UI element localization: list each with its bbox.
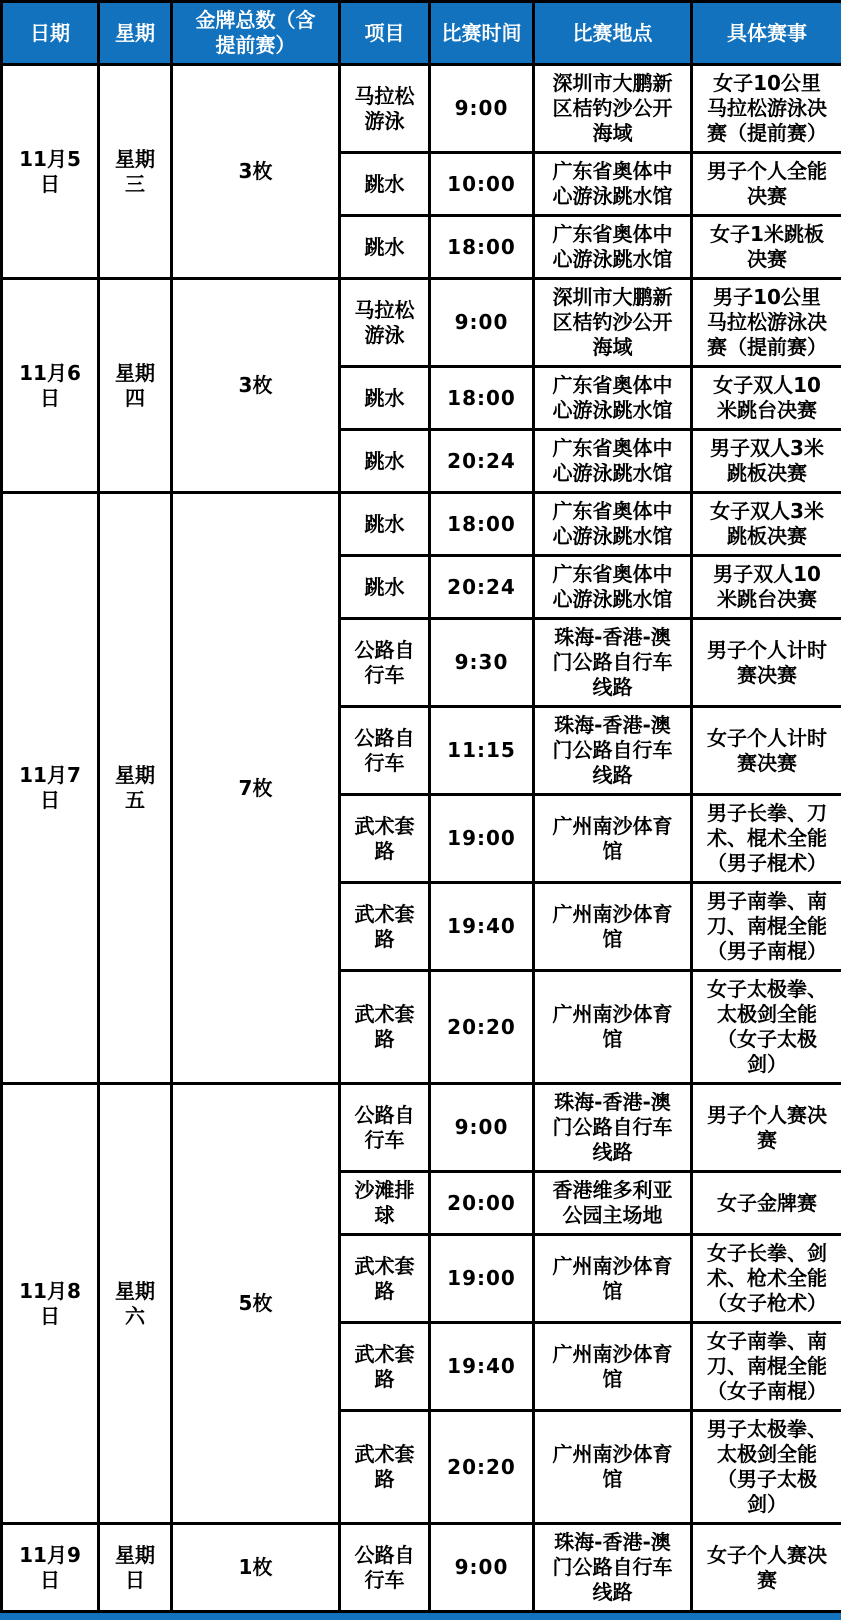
sport-cell: 公路自行车 <box>340 707 430 795</box>
venue-cell: 珠海-香港-澳门公路自行车线路 <box>534 707 692 795</box>
venue-cell: 广东省奥体中心游泳跳水馆 <box>534 367 692 430</box>
gold-total-cell: 3枚 <box>172 65 340 279</box>
time-cell: 18:00 <box>430 216 534 279</box>
header-cell-sport: 项目 <box>340 2 430 65</box>
venue-cell: 珠海-香港-澳门公路自行车线路 <box>534 1524 692 1612</box>
event-cell: 男子长拳、刀术、棍术全能（男子棍术） <box>692 795 841 883</box>
venue-cell: 深圳市大鹏新区桔钓沙公开海域 <box>534 65 692 153</box>
table-row <box>2 1524 841 1612</box>
schedule-table-body <box>2 65 841 1612</box>
time-cell: 9:00 <box>430 279 534 367</box>
sport-cell: 跳水 <box>340 430 430 493</box>
weekday-cell: 星期日 <box>99 1524 172 1612</box>
time-cell: 20:24 <box>430 556 534 619</box>
time-cell: 20:20 <box>430 1411 534 1524</box>
sport-cell: 跳水 <box>340 216 430 279</box>
venue-cell: 广州南沙体育馆 <box>534 1235 692 1323</box>
table-row <box>2 493 841 556</box>
event-cell: 女子太极拳、太极剑全能（女子太极剑） <box>692 971 841 1084</box>
gold-total-cell: 7枚 <box>172 493 340 1084</box>
event-cell: 女子长拳、剑术、枪术全能（女子枪术） <box>692 1235 841 1323</box>
time-cell: 20:00 <box>430 1172 534 1235</box>
time-cell: 18:00 <box>430 367 534 430</box>
venue-cell: 广州南沙体育馆 <box>534 1323 692 1411</box>
sport-cell: 公路自行车 <box>340 1084 430 1172</box>
date-cell: 11月8日 <box>2 1084 99 1524</box>
sport-cell: 跳水 <box>340 153 430 216</box>
venue-cell: 广东省奥体中心游泳跳水馆 <box>534 556 692 619</box>
time-cell: 19:00 <box>430 1235 534 1323</box>
time-cell: 19:40 <box>430 1323 534 1411</box>
gold-total-cell: 3枚 <box>172 279 340 493</box>
sport-cell: 跳水 <box>340 493 430 556</box>
event-cell: 女子个人计时赛决赛 <box>692 707 841 795</box>
date-cell: 11月5日 <box>2 65 99 279</box>
date-cell: 11月7日 <box>2 493 99 1084</box>
event-cell: 女子1米跳板决赛 <box>692 216 841 279</box>
sport-cell: 武术套路 <box>340 1411 430 1524</box>
venue-cell: 广东省奥体中心游泳跳水馆 <box>534 430 692 493</box>
time-cell: 11:15 <box>430 707 534 795</box>
time-cell: 9:00 <box>430 1524 534 1612</box>
sport-cell: 马拉松游泳 <box>340 279 430 367</box>
event-cell: 女子双人3米跳板决赛 <box>692 493 841 556</box>
header-cell-event: 具体赛事 <box>692 2 841 65</box>
sport-cell: 武术套路 <box>340 883 430 971</box>
event-cell: 男子双人10米跳台决赛 <box>692 556 841 619</box>
header-cell-gold-total: 金牌总数（含提前赛） <box>172 2 340 65</box>
table-row <box>2 1084 841 1172</box>
venue-cell: 广州南沙体育馆 <box>534 1411 692 1524</box>
venue-cell: 香港维多利亚公园主场地 <box>534 1172 692 1235</box>
header-cell-venue: 比赛地点 <box>534 2 692 65</box>
event-cell: 男子太极拳、太极剑全能（男子太极剑） <box>692 1411 841 1524</box>
next-page-table-edge-strip <box>0 1613 841 1620</box>
venue-cell: 广州南沙体育馆 <box>534 883 692 971</box>
event-cell: 女子金牌赛 <box>692 1172 841 1235</box>
event-cell: 女子南拳、南刀、南棍全能（女子南棍） <box>692 1323 841 1411</box>
venue-cell: 广州南沙体育馆 <box>534 971 692 1084</box>
sport-cell: 武术套路 <box>340 971 430 1084</box>
header-cell-time: 比赛时间 <box>430 2 534 65</box>
sport-cell: 马拉松游泳 <box>340 65 430 153</box>
sport-cell: 跳水 <box>340 556 430 619</box>
venue-cell: 广东省奥体中心游泳跳水馆 <box>534 493 692 556</box>
sport-cell: 跳水 <box>340 367 430 430</box>
header-row <box>2 2 841 65</box>
weekday-cell: 星期六 <box>99 1084 172 1524</box>
time-cell: 20:24 <box>430 430 534 493</box>
sport-cell: 公路自行车 <box>340 619 430 707</box>
sport-cell: 武术套路 <box>340 1323 430 1411</box>
time-cell: 20:20 <box>430 971 534 1084</box>
date-cell: 11月6日 <box>2 279 99 493</box>
gold-total-cell: 5枚 <box>172 1084 340 1524</box>
event-cell: 男子10公里马拉松游泳决赛（提前赛） <box>692 279 841 367</box>
weekday-cell: 星期三 <box>99 65 172 279</box>
event-cell: 男子个人计时赛决赛 <box>692 619 841 707</box>
event-cell: 女子双人10米跳台决赛 <box>692 367 841 430</box>
header-cell-weekday: 星期 <box>99 2 172 65</box>
header-cell-date: 日期 <box>2 2 99 65</box>
time-cell: 9:00 <box>430 1084 534 1172</box>
sport-cell: 沙滩排球 <box>340 1172 430 1235</box>
sport-cell: 武术套路 <box>340 1235 430 1323</box>
venue-cell: 广东省奥体中心游泳跳水馆 <box>534 153 692 216</box>
event-cell: 男子双人3米跳板决赛 <box>692 430 841 493</box>
sport-cell: 公路自行车 <box>340 1524 430 1612</box>
venue-cell: 广东省奥体中心游泳跳水馆 <box>534 216 692 279</box>
event-cell: 男子个人赛决赛 <box>692 1084 841 1172</box>
event-cell: 男子南拳、南刀、南棍全能（男子南棍） <box>692 883 841 971</box>
schedule-table-header <box>2 2 841 65</box>
event-cell: 女子10公里马拉松游泳决赛（提前赛） <box>692 65 841 153</box>
sport-cell: 武术套路 <box>340 795 430 883</box>
gold-total-cell: 1枚 <box>172 1524 340 1612</box>
venue-cell: 广州南沙体育馆 <box>534 795 692 883</box>
time-cell: 9:30 <box>430 619 534 707</box>
time-cell: 9:00 <box>430 65 534 153</box>
weekday-cell: 星期四 <box>99 279 172 493</box>
event-cell: 男子个人全能决赛 <box>692 153 841 216</box>
weekday-cell: 星期五 <box>99 493 172 1084</box>
time-cell: 18:00 <box>430 493 534 556</box>
date-cell: 11月9日 <box>2 1524 99 1612</box>
table-row <box>2 279 841 367</box>
event-cell: 女子个人赛决赛 <box>692 1524 841 1612</box>
time-cell: 19:00 <box>430 795 534 883</box>
time-cell: 19:40 <box>430 883 534 971</box>
venue-cell: 深圳市大鹏新区桔钓沙公开海域 <box>534 279 692 367</box>
venue-cell: 珠海-香港-澳门公路自行车线路 <box>534 1084 692 1172</box>
time-cell: 10:00 <box>430 153 534 216</box>
venue-cell: 珠海-香港-澳门公路自行车线路 <box>534 619 692 707</box>
table-row <box>2 65 841 153</box>
